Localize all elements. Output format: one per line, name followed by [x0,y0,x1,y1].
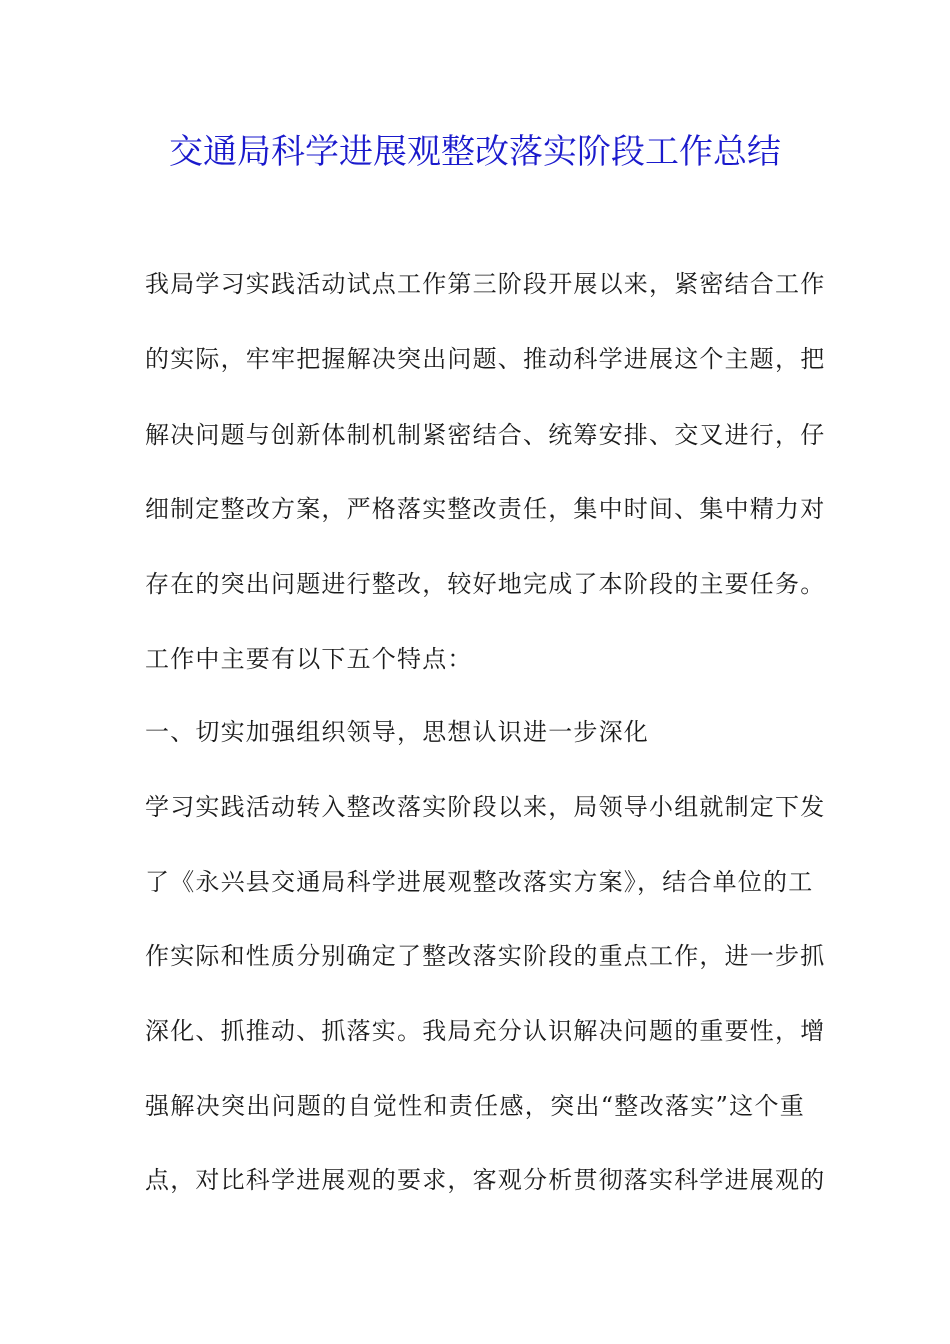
paragraph-line: 存在的突出问题进行整改，较好地完成了本阶段的主要任务。 [145,570,826,598]
paragraph-line: 解决问题与创新体制机制紧密结合、统筹安排、交叉进行，仔 [145,421,826,449]
paragraph-line: 工作中主要有以下五个特点： [145,645,473,673]
paragraph-line: 的实际，牢牢把握解决突出问题、推动科学进展这个主题，把 [145,345,826,373]
document-title: 交通局科学进展观整改落实阶段工作总结 [169,132,781,172]
paragraph-line: 我局学习实践活动试点工作第三阶段开展以来，紧密结合工作 [145,270,826,298]
paragraph-line: 学习实践活动转入整改落实阶段以来，局领导小组就制定下发 [145,793,826,821]
paragraph-line: 点，对比科学进展观的要求，客观分析贯彻落实科学进展观的 [145,1166,826,1194]
paragraph-line: 作实际和性质分别确定了整改落实阶段的重点工作，进一步抓 [145,942,826,970]
paragraph-line: 深化、抓推动、抓落实。我局充分认识解决问题的重要性，增 [145,1017,826,1045]
paragraph-line: 了《永兴县交通局科学进展观整改落实方案》，结合单位的工 [145,868,814,896]
section-heading: 一、切实加强组织领导，思想认识进一步深化 [145,718,649,746]
paragraph-line: 细制定整改方案，严格落实整改责任，集中时间、集中精力对 [145,495,826,523]
paragraph-line: 强解决突出问题的自觉性和责任感，突出“整改落实”这个重 [145,1092,805,1120]
